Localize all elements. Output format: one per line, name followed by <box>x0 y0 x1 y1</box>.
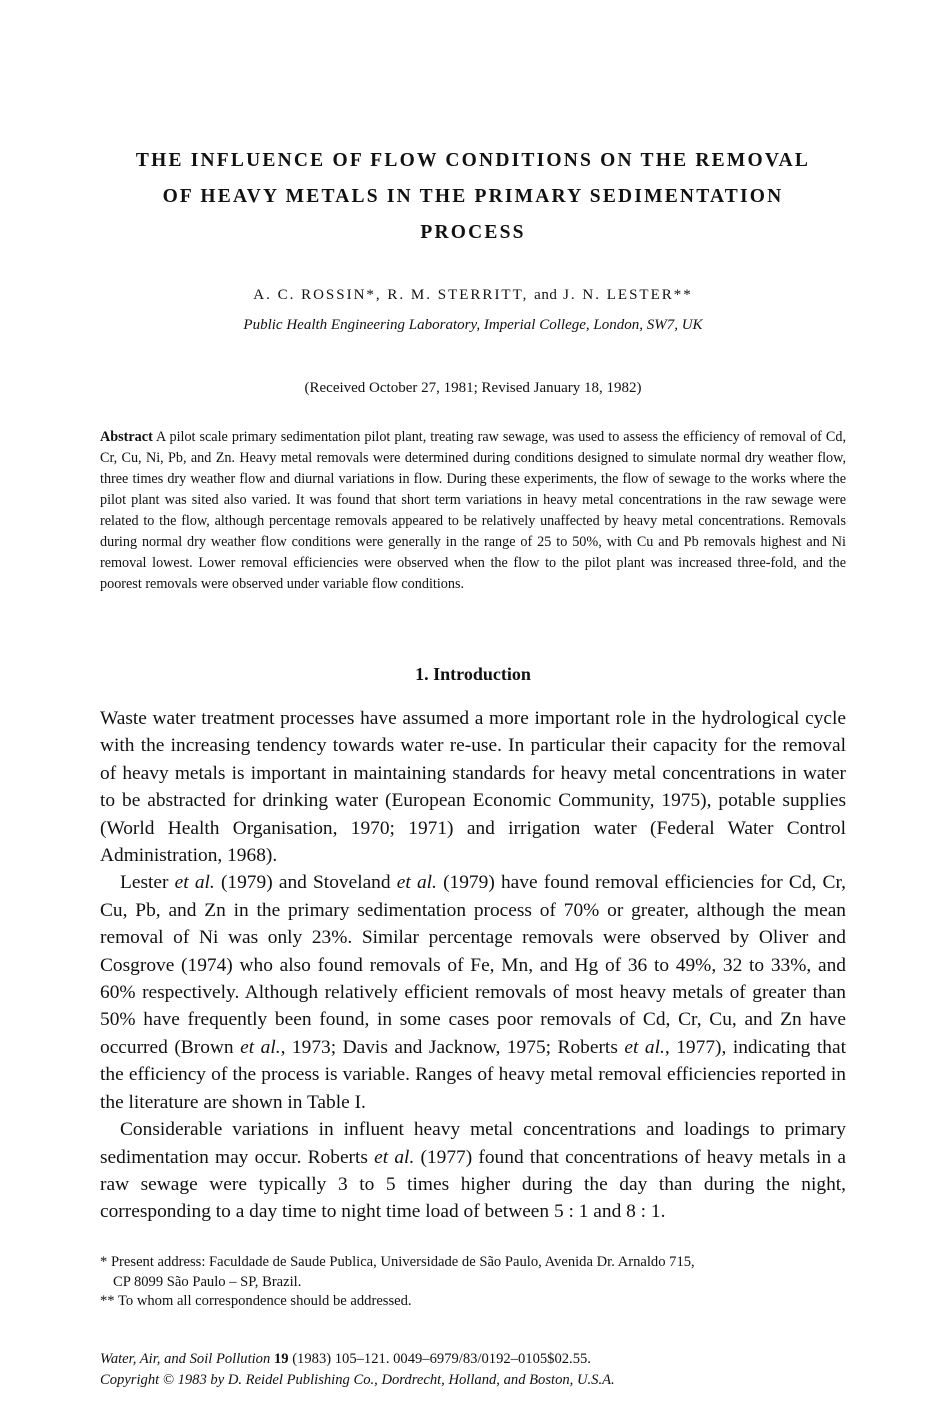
title-line-2: OF HEAVY METALS IN THE PRIMARY SEDIMENTATION <box>162 186 784 207</box>
affiliation: Public Health Engineering Laboratory, Imperial College, London, SW7, UK <box>243 317 703 333</box>
body-text <box>100 705 846 1226</box>
received-dates: (Received October 27, 1981; Revised January 18, 1982) <box>304 380 642 396</box>
p2-text-a: Lester <box>120 872 175 894</box>
abstract <box>100 427 846 595</box>
journal-name: Water, Air, and Soil Pollution <box>100 1351 271 1367</box>
p2-etal-2: et al. <box>396 872 437 894</box>
title-line-1: THE INFLUENCE OF FLOW CONDITIONS ON THE REMOVAL <box>135 150 811 171</box>
paragraph-2 <box>100 869 846 1116</box>
p2-text-d: , 1973; Davis and Jacknow, 1975; Roberts <box>280 1036 625 1058</box>
abstract-label: Abstract <box>100 429 153 445</box>
footnote-1-line-2: CP 8099 São Paulo – SP, Brazil. <box>113 1273 302 1290</box>
paper-title <box>90 143 856 251</box>
journal-info <box>100 1349 846 1391</box>
authors-and: and <box>534 287 558 303</box>
journal-citation <box>100 1349 846 1370</box>
footnote-1-line-1: * Present address: Faculdade de Saude Publica, Universidade de São Paulo, Avenida Dr. Arnaldo 715, <box>100 1254 695 1270</box>
p2-etal-1: et al. <box>174 872 215 894</box>
journal-pages: (1983) 105–121. 0049–6979/83/0192–0105$02.55. <box>292 1351 591 1367</box>
section-heading: 1. Introduction <box>415 664 531 684</box>
footnotes <box>100 1253 846 1312</box>
footnote-2: ** To whom all correspondence should be addressed. <box>100 1293 412 1309</box>
p3-text-b: (1977) found that concentrations of heavy metals in a raw sewage were typically 3 to 5 times higher during the day than during the night, corresponding to a day time to night time load of between 5 : 1 and 8 : 1. <box>100 1146 846 1223</box>
p3-text-a: Considerable variations in influent heavy metal concentrations and loadings to primary sedimentation may occur. Roberts <box>100 1119 846 1168</box>
p2-etal-4: et al. <box>624 1036 665 1058</box>
p2-text-c: (1979) have found removal efficiencies for Cd, Cr, Cu, Pb, and Zn in the primary sedimentation process of 70% or greater, although the mean removal of Ni was only 23%. Similar percentage removals were observed by Oliver and Cosgrove (1974) who also found removals of Fe, Mn, and Hg of 36 to 49%, 32 to 33%, and 60% respectively. Although relatively efficient removals of most heavy metals of greater than 50% have frequently been found, in some cases poor removals of Cd, Cr, Cu, and Zn have occurred (Brown <box>100 872 847 1058</box>
authors-part-1: A. C. ROSSIN*, R. M. STERRITT, <box>253 287 529 303</box>
p2-text-e: , 1977), indicating that the efficiency of the process is variable. Ranges of heavy metal removal efficiencies reported in the literature are shown in Table I. <box>100 1036 846 1113</box>
abstract-text: A pilot scale primary sedimentation pilot plant, treating raw sewage, was used to assess the efficiency of removal of Cd, Cr, Cu, Ni, Pb, and Zn. Heavy metal removals were determined during conditions designed to simulate normal dry weather flow, three times dry weather flow and diurnal variations in flow. During these experiments, the flow of sewage to the works where the pilot plant was sited also varied. It was found that short term variations in heavy metal concentrations in the raw sewage were related to the flow, although percentage removals appeared to be relatively unaffected by heavy metal concentrations. Removals during normal dry weather flow conditions were generally in the range of 25 to 50%, with Cu and Pb removals highest and Ni removal lowest. Lower removal efficiencies were observed when the flow to the pilot plant was increased three-fold, and the poorest removals were observed under variable flow conditions. <box>100 429 846 592</box>
p2-etal-3: et al. <box>240 1036 281 1058</box>
p3-etal-1: et al. <box>374 1146 415 1168</box>
journal-volume: 19 <box>273 1351 289 1367</box>
paragraph-3 <box>100 1116 846 1226</box>
authors <box>0 287 946 304</box>
copyright: Copyright © 1983 by D. Reidel Publishing Co., Dordrecht, Holland, and Boston, U.S.A. <box>100 1372 615 1388</box>
authors-part-2: J. N. LESTER** <box>563 287 693 303</box>
title-line-3: PROCESS <box>420 222 526 243</box>
p2-text-b: (1979) and Stoveland <box>214 872 397 894</box>
paragraph-1: Waste water treatment processes have assumed a more important role in the hydrological cycle with the increasing tendency towards water re-use. In particular their capacity for the removal of heavy metals is important in maintaining standards for heavy metal concentrations in water to be abstracted for drinking water (European Economic Community, 1975), potable supplies (World Health Organisation, 1970; 1971) and irrigation water (Federal Water Control Administration, 1968). <box>100 708 846 867</box>
